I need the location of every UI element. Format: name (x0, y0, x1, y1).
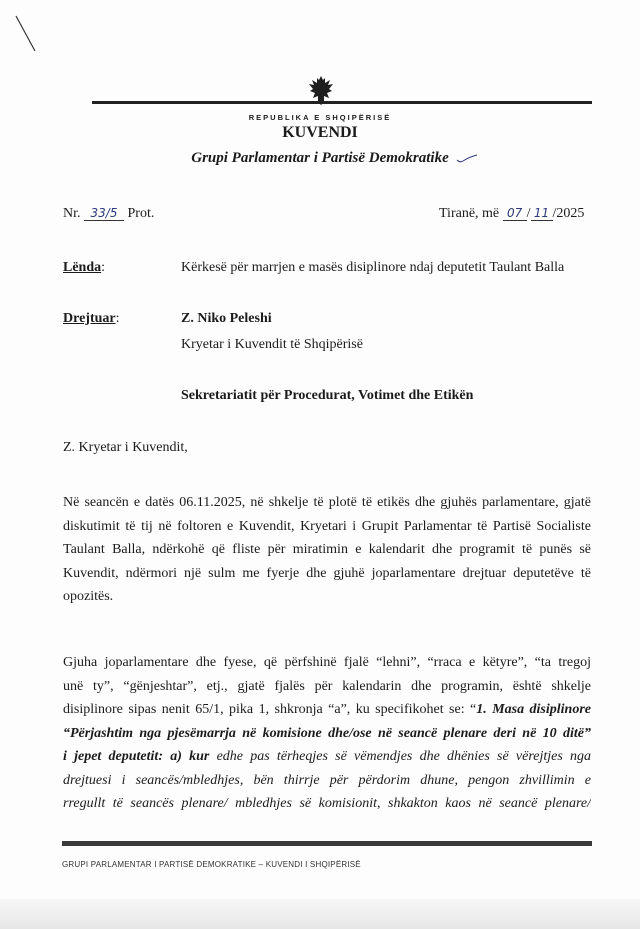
page-edge (0, 899, 640, 929)
prot-label: Prot. (127, 206, 155, 221)
subject-colon: : (101, 260, 106, 275)
nr-label: Nr. (63, 206, 81, 221)
republic-label: REPUBLIKA E SHQIPËRISË (248, 113, 392, 122)
quoted-rule: i jepet deputetit (63, 749, 159, 764)
paragraph-line: Kuvendit, ndërmori një sulm me fyerje dhe gjuhë joparlamentare drejtuar deputetëve të (63, 565, 591, 581)
quoted-rule: 1. Masa disiplinore (476, 702, 591, 717)
header-rule (92, 101, 592, 104)
footer-text: GRUPI PARLAMENTAR I PARTISË DEMOKRATIKE – KUVENDI I SHQIPËRISË (62, 860, 361, 869)
nr-value: 33/5 (84, 207, 124, 221)
date-month: 11 (531, 207, 553, 221)
paragraph-1 (63, 491, 591, 609)
paragraph-line (63, 698, 591, 722)
date-day: 07 (503, 207, 527, 221)
paragraph-line: opozitës. (63, 589, 114, 604)
addressee-colon: : (115, 311, 120, 326)
protocol-number (63, 206, 154, 222)
paragraph-line: drejtuesi i seancës/mbledhjes, bën thirrje për përdorim dhune, pengon zhvillimin e (63, 772, 591, 788)
paragraph-line (63, 745, 591, 769)
group-title: Grupi Parlamentar i Partisë Demokratike (191, 150, 449, 166)
paragraph-text: disiplinore sipas nenit 65/1, pika 1, shkronja “a”, ku specifikohet se: “ (63, 702, 477, 717)
paragraph-line: “Përjashtim nga pjesëmarrja në komisione dhe/ose në seancë plenare deri në 10 ditë” (63, 725, 591, 741)
paragraph-line: Në seancën e datës 06.11.2025, në shkelje të plotë të etikës dhe gjuhës parlamentare, gjatë (63, 495, 591, 510)
institution-title: KUVENDI (282, 124, 358, 141)
addressee-label-wrap (63, 311, 120, 327)
addressee-name: Z. Niko Peleshi (181, 311, 272, 326)
salutation: Z. Kryetar i Kuvendit, (63, 440, 188, 455)
subject-label-wrap (63, 260, 105, 276)
date-year: /2025 (552, 206, 585, 221)
place-label: Tiranë, më (439, 206, 500, 221)
subject-label: Lënda (63, 260, 102, 275)
quoted-rule: : a) kur (158, 749, 210, 764)
handwritten-checkmark-icon (456, 154, 478, 164)
footer-rule (62, 841, 592, 846)
paragraph-line: Taulant Balla, ndërkohë që fliste për miratimin e kalendarit dhe programit të punës së (63, 542, 591, 557)
secretariat-title: Sekretariatit për Procedurat, Votimet dhe Etikën (181, 388, 474, 403)
paragraph-line: Gjuha joparlamentare dhe fyese, që përfshinë fjalë “lehni”, “rraca e këtyre”, “ta tregoj (63, 655, 591, 670)
paragraph-line: rregullt të seancës plenare/ mbledhjes së komisionit, shkakton kaos në seancë plenare/ (63, 796, 591, 811)
paragraph-line: diskutimit të tij në foltoren e Kuvendit, Kryetari i Grupit Parlamentar të Partisë Socialiste (63, 518, 591, 534)
quoted-rule-text: edhe pas tërheqjes së vëmendjes dhe dhënies së vërejtjes nga (209, 749, 591, 764)
document-date: Tiranë, më 07 / 11 /2025 (439, 206, 585, 221)
addressee-role: Kryetar i Kuvendit të Shqipërisë (181, 337, 363, 352)
paragraph-line: unë ty”, “gënjeshtar”, etj., gjatë fjalës për kalendarin dhe programin, është shkelje (63, 678, 591, 694)
paragraph-2 (63, 651, 591, 816)
pen-stroke-icon (14, 14, 38, 54)
subject-text: Kërkesë për marrjen e masës disiplinore ndaj deputetit Taulant Balla (181, 260, 565, 275)
addressee-label: Drejtuar (63, 311, 116, 326)
